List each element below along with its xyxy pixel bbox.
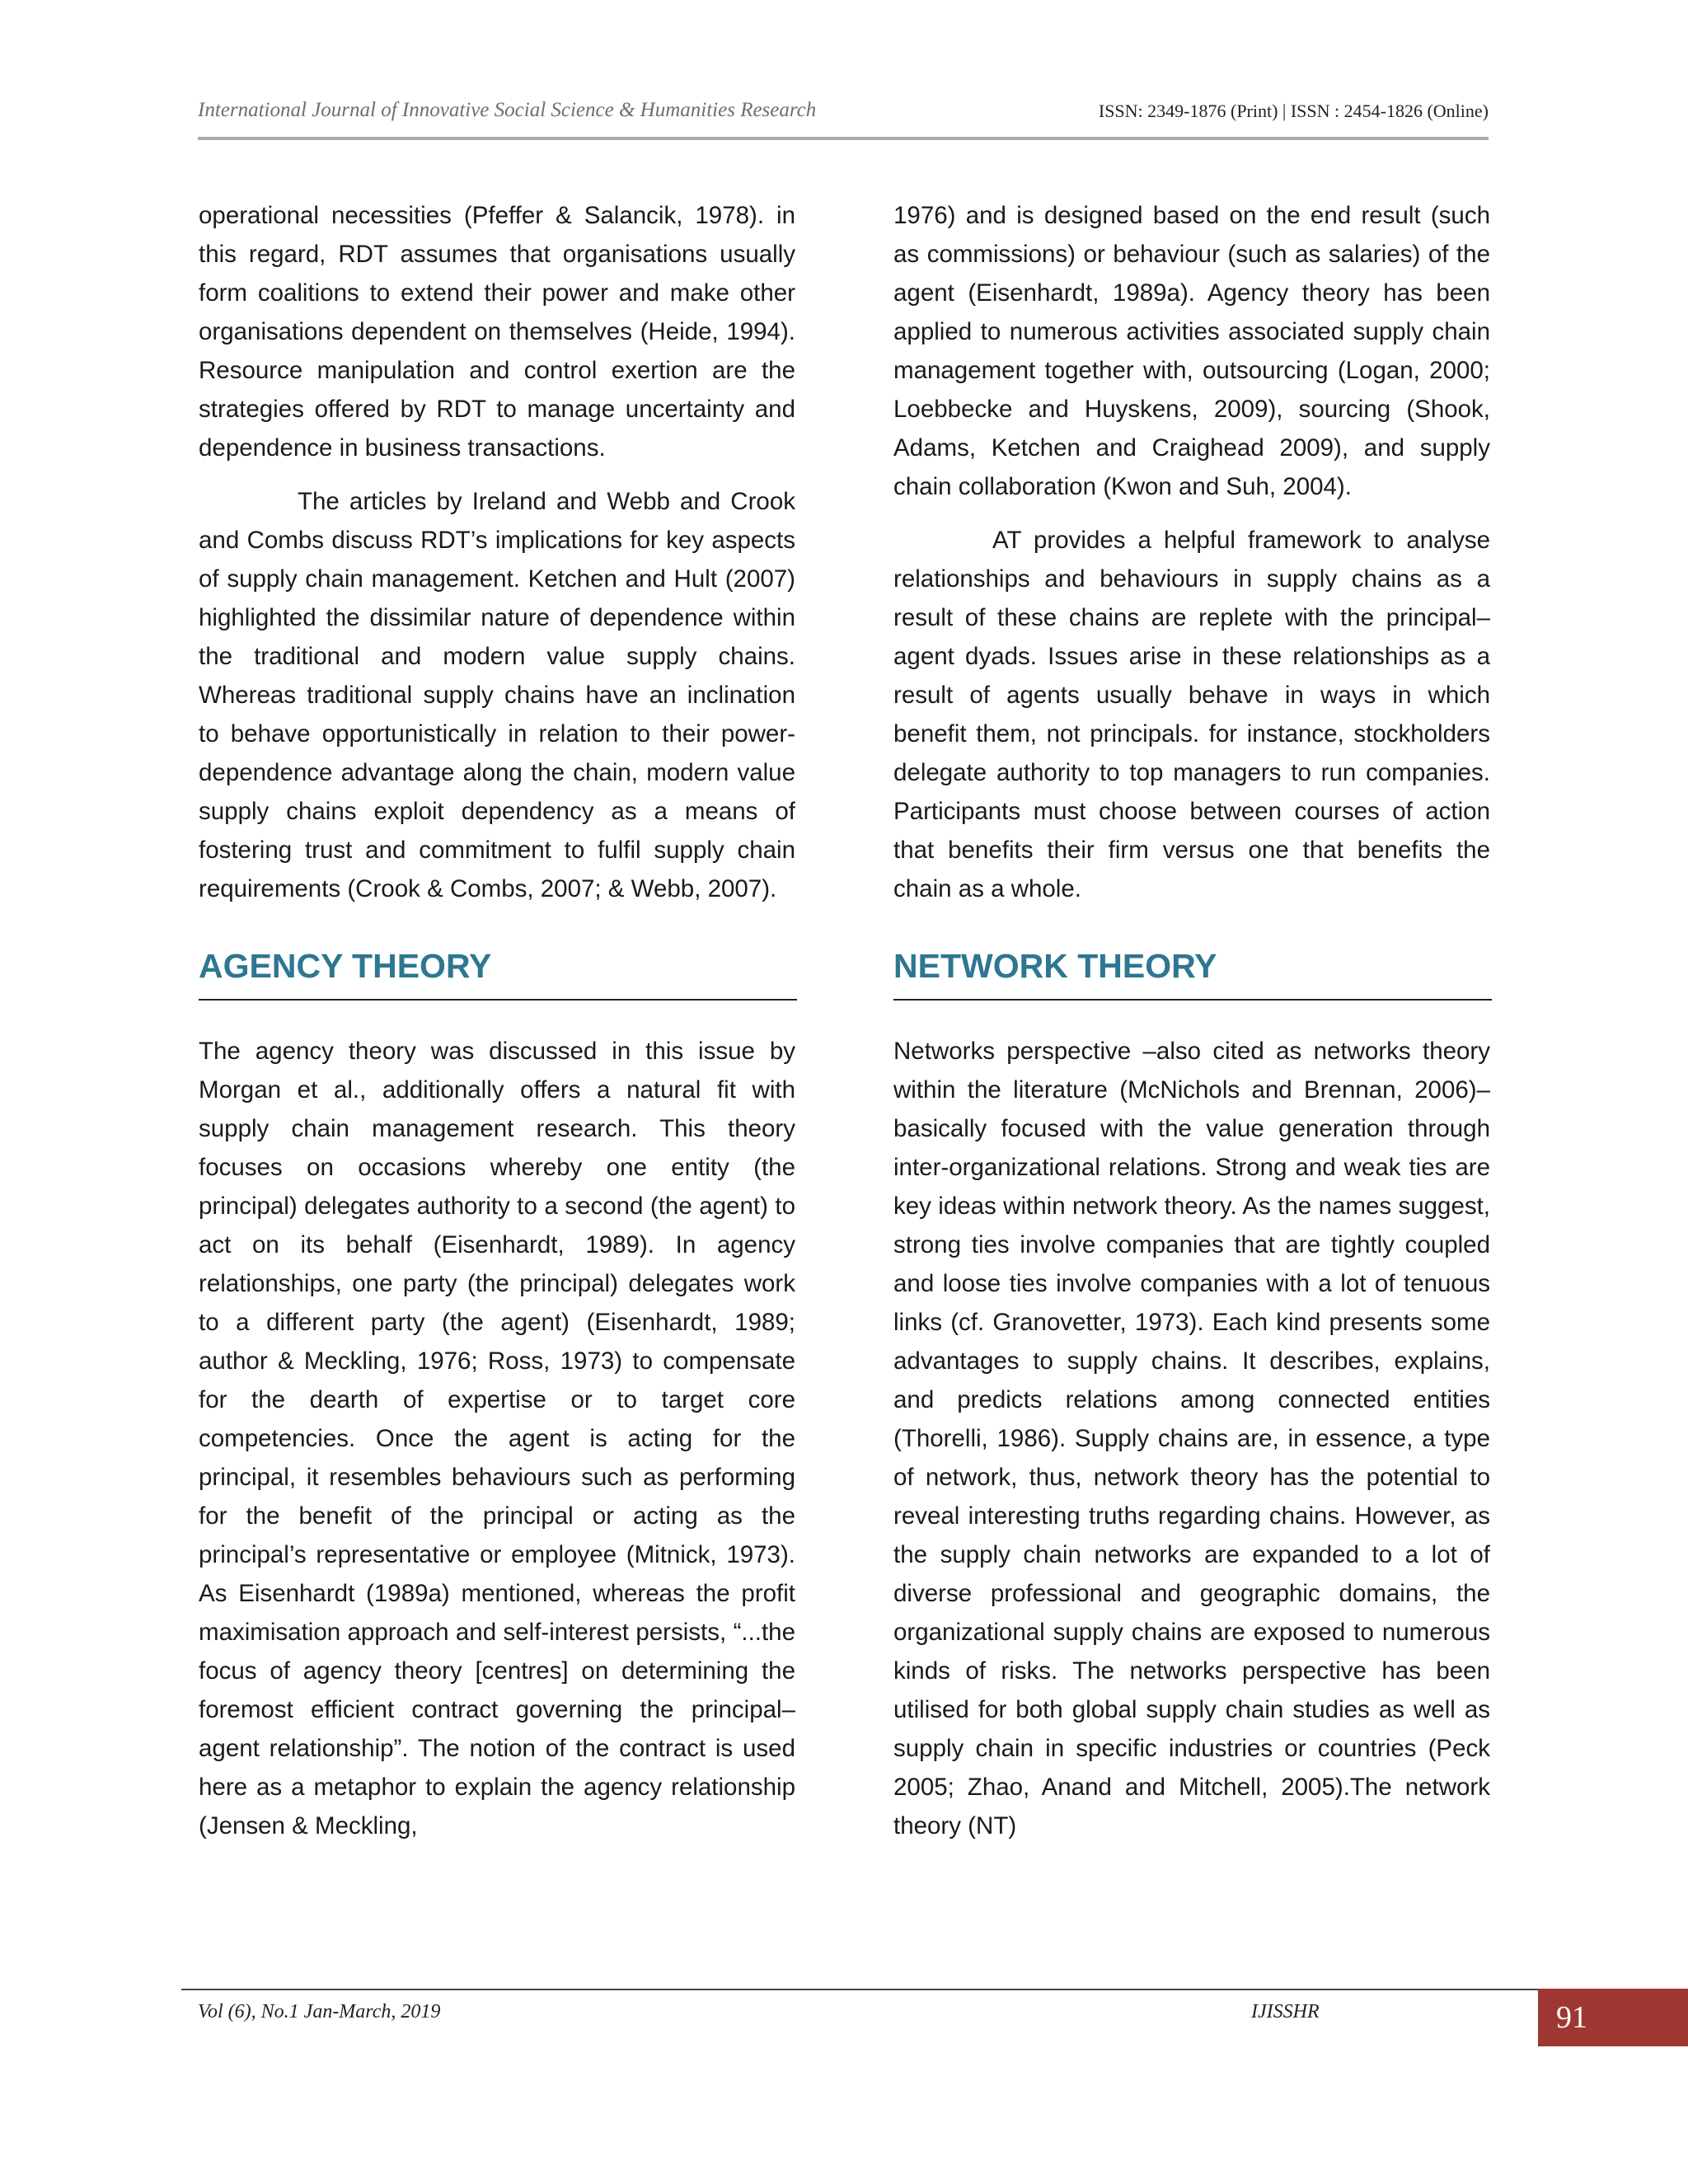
right-column [893, 196, 1490, 1845]
right-paragraph-agency-continued: 1976) and is designed based on the end result (such as commissions) or behaviour (such as salaries) of the agent (Eisenhardt, 1989a). Agency theory has been applied to numerous activities associated supply chain management together with, outsourcing (Logan, 2000; Loebbecke and Huyskens, 2009), sourcing (Shook, Adams, Ketchen and Craighead 2009), and supply chain collaboration (Kwon and Suh, 2004). [893, 202, 1490, 500]
section-heading-agency-theory: AGENCY THEORY [199, 941, 797, 1001]
left-paragraph-rdt: operational necessities (Pfeffer & Salancik, 1978). in this regard, RDT assumes that organisations usually form coalitions to extend their power and make other organisations dependent on themselves (Heide, 1994). Resource manipulation and control exertion are the strategies offered by RDT to manage uncertainty and dependence in business transactions. [199, 202, 795, 462]
section-heading-network-theory: NETWORK THEORY [893, 941, 1492, 1001]
right-paragraph-at-framework: AT provides a helpful framework to analyse relationships and behaviours in supply chains as a result of these chains are replete with the principal–agent dyads. Issues arise in these relationships as a result of agents usually behave in ways in which benefit them, not principals. for instance, stockholders delegate authority to top managers to run companies. Participants must choose between courses of action that benefits their firm versus one that benefits the chain as a whole. [893, 527, 1490, 902]
running-header-journal: International Journal of Innovative Social Science & Humanities Research [198, 99, 817, 121]
left-column [199, 196, 795, 1845]
footer-journal-abbrev: IJISSHR [1251, 2001, 1320, 2022]
page-number-badge: 91 [1538, 1989, 1688, 2046]
left-paragraph-agency: The agency theory was discussed in this issue by Morgan et al., additionally offers a natural fit with supply chain management research. This theory focuses on occasions whereby one entity (the principal) delegates authority to a second (the agent) to act on its behalf (Eisenhardt, 1989). In agency relationships, one party (the principal) delegates work to a different party (the agent) (Eisenhardt, 1989; author & Meckling, 1976; Ross, 1973) to compensate for the dearth of expertise or to target core competencies. Once the agent is acting for the principal, it resembles behaviours such as performing for the benefit of the principal or acting as the principal’s representative or employee (Mitnick, 1973). As Eisenhardt (1989a) mentioned, whereas the profit maximisation approach and self-interest persists, “...the focus of agency theory [centres] on determining the foremost efficient contract governing the principal–agent relationship”. The notion of the contract is used here as a metaphor to explain the agency relationship (Jensen & Meckling, [199, 1038, 795, 1840]
right-paragraph-network: Networks perspective –also cited as networks theory within the literature (McNichols and Brennan, 2006)– basically focused with the value generation through inter-organizational relations. Strong and weak ties are key ideas within network theory. As the names suggest, strong ties involve companies that are tightly coupled and loose ties involve companies with a lot of tenuous links (cf. Granovetter, 1973). Each kind presents some advantages to supply chains. It describes, explains, and predicts relations among connected entities (Thorelli, 1986). Supply chains are, in essence, a type of network, thus, network theory has the potential to reveal interesting truths regarding chains. However, as the supply chain networks are expanded to a lot of diverse professional and geographic domains, the organizational supply chains are exposed to numerous kinds of risks. The networks perspective has been utilised for both global supply chain studies as well as supply chain in specific industries or countries (Peck 2005; Zhao, Anand and Mitchell, 2005).The network theory (NT) [893, 1038, 1490, 1840]
footer-volume: Vol (6), No.1 Jan-March, 2019 [198, 2001, 441, 2022]
header-divider [198, 137, 1489, 140]
left-paragraph-articles: The articles by Ireland and Webb and Crook and Combs discuss RDT’s implications for key aspects of supply chain management. Ketchen and Hult (2007) highlighted the dissimilar nature of dependence within the traditional and modern value supply chains. Whereas traditional supply chains have an inclination to behave opportunistically in relation to their power-dependence advantage along the chain, modern value supply chains exploit dependency as a means of fostering trust and commitment to fulfil supply chain requirements (Crook & Combs, 2007; & Webb, 2007). [199, 488, 795, 902]
footer-divider [181, 1989, 1541, 1990]
running-header-issn: ISSN: 2349-1876 (Print) | ISSN : 2454-1826 (Online) [1098, 101, 1489, 121]
